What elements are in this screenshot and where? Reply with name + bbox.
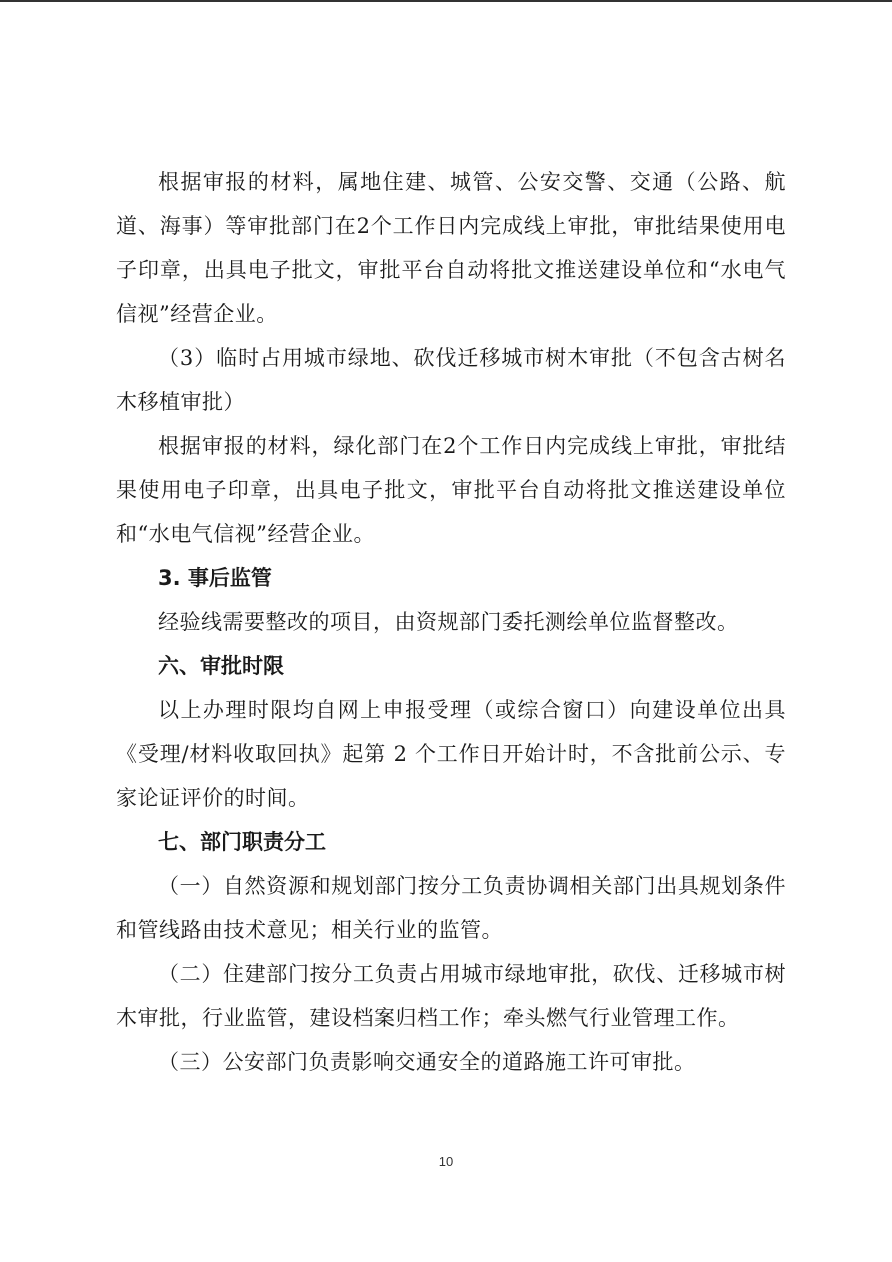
top-border-line [0, 0, 892, 2]
paragraph-greening-approval: 根据审报的材料，绿化部门在2个工作日内完成线上审批，审批结果使用电子印章，出具电子批文，审批平台自动将批文推送建设单位和“水电气信视”经营企业。 [116, 434, 786, 546]
page-number: 10 [438, 1154, 454, 1169]
paragraph-time-limit: 以上办理时限均自网上申报受理（或综合窗口）向建设单位出具《受理/材料收取回执》起第 2 个工作日开始计时，不含批前公示、专家论证评价的时间。 [116, 698, 786, 810]
paragraph-duty-planning: （一）自然资源和规划部门按分工负责协调相关部门出具规划条件和管线路由技术意见；相关行业的监管。 [116, 874, 786, 942]
heading-post-supervision: 3. 事后监管 [158, 566, 272, 590]
paragraph-rectification: 经验线需要整改的项目，由资规部门委托测绘单位监督整改。 [158, 610, 739, 634]
paragraph-duty-police: （三）公安部门负责影响交通安全的道路施工许可审批。 [158, 1050, 696, 1074]
paragraph-approval-departments: 根据审报的材料，属地住建、城管、公安交警、交通（公路、航道、海事）等审批部门在2个工作日内完成线上审批，审批结果使用电子印章，出具电子批文，审批平台自动将批文推送建设单位和“水电气信视”经营企业。 [116, 170, 786, 326]
heading-department-duties: 七、部门职责分工 [158, 830, 326, 854]
paragraph-green-space-item: （3）临时占用城市绿地、砍伐迁移城市树木审批（不包含古树名木移植审批） [116, 346, 786, 414]
paragraph-duty-housing: （二）住建部门按分工负责占用城市绿地审批，砍伐、迁移城市树木审批，行业监管，建设档案归档工作；牵头燃气行业管理工作。 [116, 962, 786, 1030]
document-body [116, 160, 786, 1084]
heading-approval-time-limit: 六、审批时限 [158, 654, 284, 678]
